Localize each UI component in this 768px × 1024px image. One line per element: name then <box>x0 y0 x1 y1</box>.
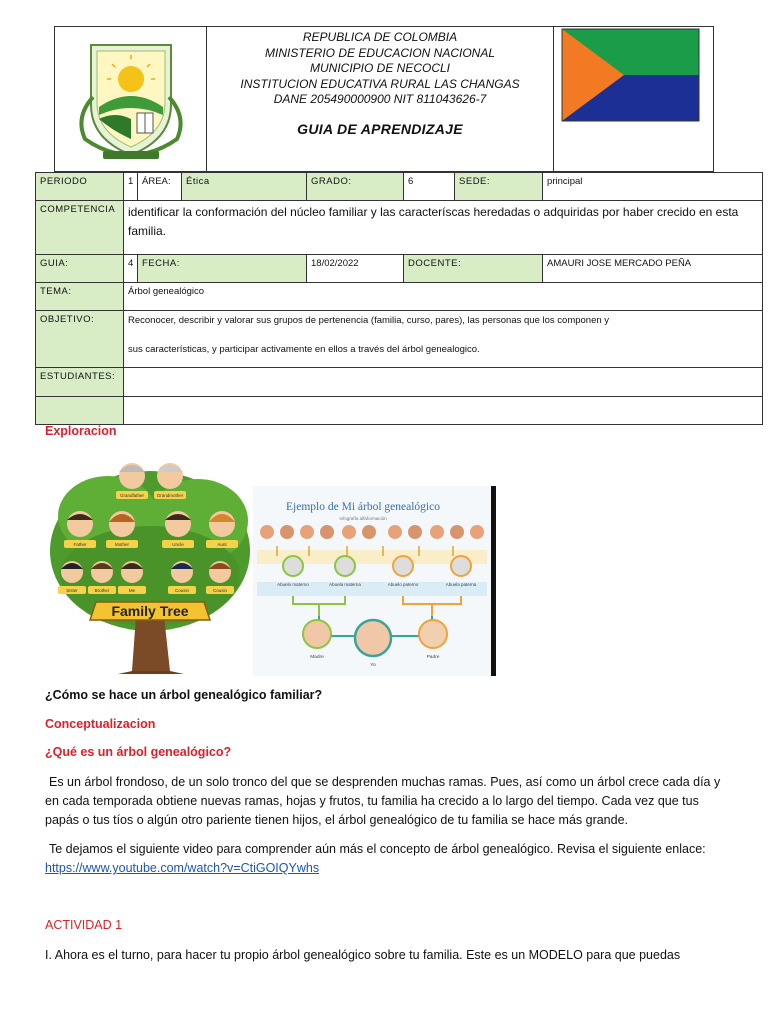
label-uncle: Uncle <box>172 542 184 547</box>
competencia-value: identificar la conformación del núcleo familiar y las caracteríscas heredadas o adquiridas por haber crecido en esta familia. <box>124 201 763 255</box>
question-how-to-make-tree: ¿Cómo se hace un árbol genealógico familiar? <box>45 688 323 702</box>
example-title: Ejemplo de Mi árbol genealógico <box>286 501 440 513</box>
grado-value: 6 <box>404 173 455 201</box>
school-logo <box>55 27 207 173</box>
fecha-label: FECHA: <box>138 255 307 283</box>
municipal-flag <box>554 27 715 173</box>
row-periodo <box>36 173 763 201</box>
label-madre: Madre <box>310 655 324 660</box>
paragraph-activity: I. Ahora es el turno, para hacer tu propio árbol genealógico sobre tu familia. Este es un MODELO para que puedas <box>45 948 681 962</box>
row-tema <box>36 283 763 311</box>
periodo-value: 1 <box>124 173 138 201</box>
header-line-municipality: MUNICIPIO DE NECOCLI <box>309 61 450 75</box>
paragraph-definition: Es un árbol frondoso, de un solo tronco del que se desprenden muchas ramas. Pues, así como un árbol crece cada día y en cada temporada obtiene nuevas ramas, hojas y frutos, tu familia ha crecido a lo largo del tiempo. Cada vez que tus papás o tus tíos o algún otro pariente tienen hijos, el árbol genealógico de tu familia se hace más grande. <box>45 775 721 827</box>
label-abuela-paterna: Abuela paterna <box>445 582 477 587</box>
area-value: Ética <box>182 173 307 201</box>
conceptualizacion-heading: Conceptualizacion <box>45 717 156 731</box>
label-grandmother: Grandmother <box>156 493 184 498</box>
tema-label: TEMA: <box>36 283 124 311</box>
objetivo-value <box>124 311 763 368</box>
video-intro-text: Te dejamos el siguiente video para comprender aún más el concepto de árbol genealógico. Revisa el siguiente enlace: <box>49 842 706 856</box>
header-line-dane-nit: DANE 205490000900 NIT 811043626-7 <box>273 92 487 106</box>
guide-title: GUIA DE APRENDIZAJE <box>297 120 463 137</box>
label-yo: Yo <box>370 663 376 668</box>
guia-label: GUIA: <box>36 255 124 283</box>
genealogy-example-icon <box>253 486 498 676</box>
fecha-value: 18/02/2022 <box>307 255 404 283</box>
row-guia <box>36 255 763 283</box>
guide-info-table <box>35 172 763 425</box>
label-abuelo-materno: Abuelo materno <box>277 582 309 587</box>
area-label: ÁREA: <box>138 173 182 201</box>
row-competencia <box>36 201 763 255</box>
label-aunt: Aunt <box>217 542 227 547</box>
objetivo-line-2: sus características, y participar activamente en ellos a través del árbol genealogico. <box>128 344 480 355</box>
question-what-is-tree: ¿Qué es un árbol genealógico? <box>45 745 232 759</box>
header-line-republic: REPUBLICA DE COLOMBIA <box>302 30 458 44</box>
row-estudiantes <box>36 368 763 397</box>
objetivo-line-1: Reconocer, describir y valorar sus grupos de pertenencia (familia, curso, pares), las personas que los componen y <box>128 315 610 326</box>
youtube-link[interactable]: https://www.youtube.com/watch?v=CtiGOIQYwhs <box>45 861 320 875</box>
label-father: Father <box>73 542 87 547</box>
family-tree-icon <box>48 456 253 676</box>
label-abuelo-paterno: Abuelo paterno <box>387 582 419 587</box>
periodo-label: PERIODO <box>36 173 124 201</box>
genealogy-example-infographic <box>253 486 498 676</box>
estudiantes-label: ESTUDIANTES: <box>36 368 124 397</box>
sede-label: SEDE: <box>455 173 543 201</box>
label-padre: Padre <box>426 655 440 660</box>
blank-value <box>124 397 763 425</box>
label-cousin-1: Cousin <box>174 588 190 593</box>
row-blank <box>36 397 763 425</box>
label-grandfather: Grandfather <box>119 493 145 498</box>
label-mother: Mother <box>114 542 130 547</box>
flag-icon <box>554 27 715 173</box>
objetivo-label: OBJETIVO: <box>36 311 124 368</box>
school-shield-icon <box>55 27 207 173</box>
docente-label: DOCENTE: <box>404 255 543 283</box>
family-tree-banner: Family Tree <box>111 603 189 619</box>
label-abuela-materna: Abuela materna <box>329 582 361 587</box>
example-subtitle: Infografía alfaformación <box>339 516 387 521</box>
header-line-ministry: MINISTERIO DE EDUCACION NACIONAL <box>264 45 496 60</box>
exploracion-heading: Exploracion <box>45 424 117 438</box>
label-cousin-2: Cousin <box>212 588 228 593</box>
estudiantes-value <box>124 368 763 397</box>
header-line-institution: INSTITUCION EDUCATIVA RURAL LAS CHANGAS <box>240 76 520 91</box>
institution-info <box>207 27 554 173</box>
family-tree-illustration <box>48 456 253 676</box>
label-sister: Sister <box>66 588 78 593</box>
paragraph-video <box>45 840 730 878</box>
grado-label: GRADO: <box>307 173 404 201</box>
tema-value: Árbol genealógico <box>124 283 763 311</box>
document-header <box>54 26 714 172</box>
label-brother: Brother <box>94 588 110 593</box>
row-objetivo <box>36 311 763 368</box>
docente-value: AMAURI JOSE MERCADO PEÑA <box>543 255 763 283</box>
sede-value: principal <box>543 173 763 201</box>
blank-label <box>36 397 124 425</box>
guia-value: 4 <box>124 255 138 283</box>
label-me: Me <box>128 588 136 593</box>
competencia-label: COMPETENCIA <box>36 201 124 255</box>
actividad-heading: ACTIVIDAD 1 <box>45 918 123 932</box>
